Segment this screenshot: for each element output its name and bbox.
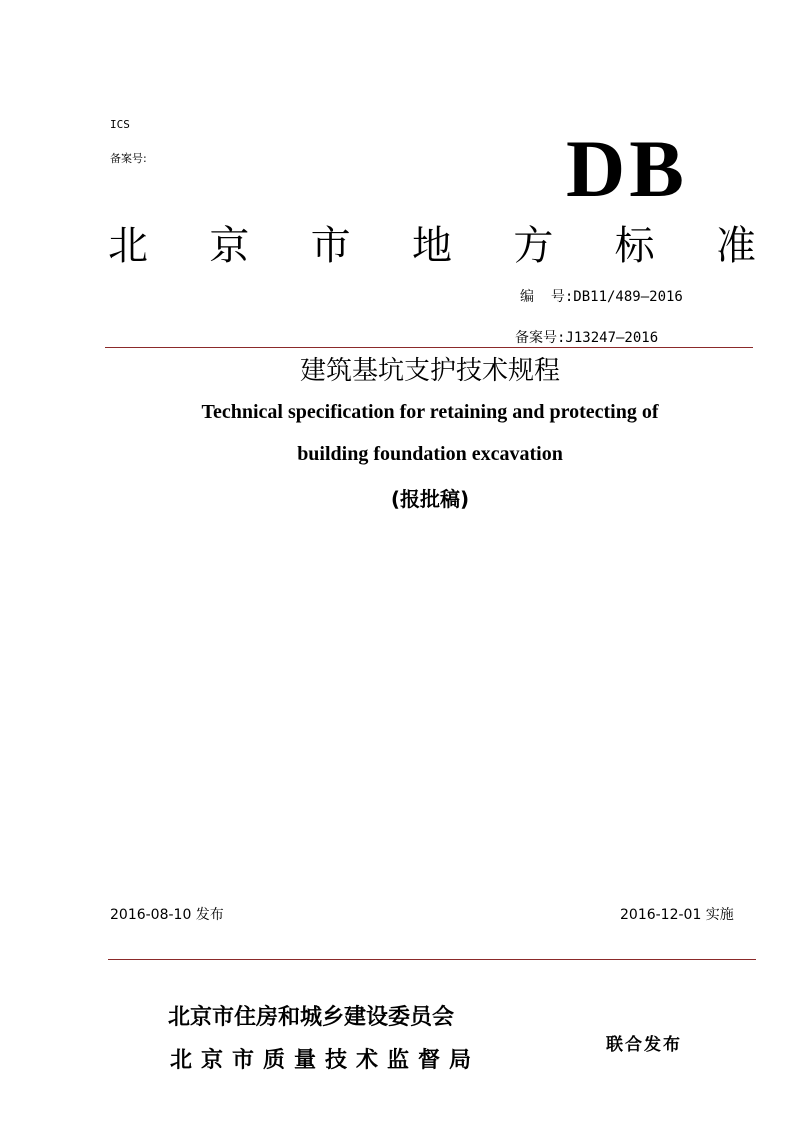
implementation-date: 2016-12-01 实施 — [620, 907, 734, 923]
issuer-housing-commission: 北京市住房和城乡建设委员会 — [168, 1005, 455, 1030]
standard-type-char: 京 — [209, 223, 250, 269]
draft-note: (报批稿) — [390, 487, 470, 511]
ics-label: ICS — [110, 118, 130, 131]
issue-date: 2016-08-10 发布 — [110, 907, 224, 923]
document-title-english-line2: building foundation excavation — [297, 443, 563, 465]
document-title-chinese: 建筑基坑支护技术规程 — [299, 356, 560, 386]
filing-number: 备案号:J13247—2016 — [515, 330, 659, 346]
standard-type-heading — [108, 220, 756, 272]
standard-type-char: 市 — [310, 223, 351, 269]
standard-number: 编 号:DB11/489—2016 — [520, 289, 683, 305]
standard-type-char: 方 — [513, 223, 554, 269]
bottom-divider — [108, 959, 756, 960]
issuer-quality-bureau: 北京市质量技术监督局 — [170, 1048, 481, 1073]
standard-type-char: 标 — [614, 223, 655, 269]
top-divider — [105, 347, 753, 348]
standard-type-char: 北 — [108, 223, 148, 269]
joint-release-label: 联合发布 — [606, 1035, 682, 1055]
db-logo: DB — [566, 123, 688, 214]
standard-type-char: 准 — [715, 223, 756, 269]
standard-type-char: 地 — [411, 223, 452, 269]
document-title-english-line1: Technical specification for retaining and protecting of — [201, 401, 659, 423]
filing-label: 备案号: — [110, 152, 147, 165]
